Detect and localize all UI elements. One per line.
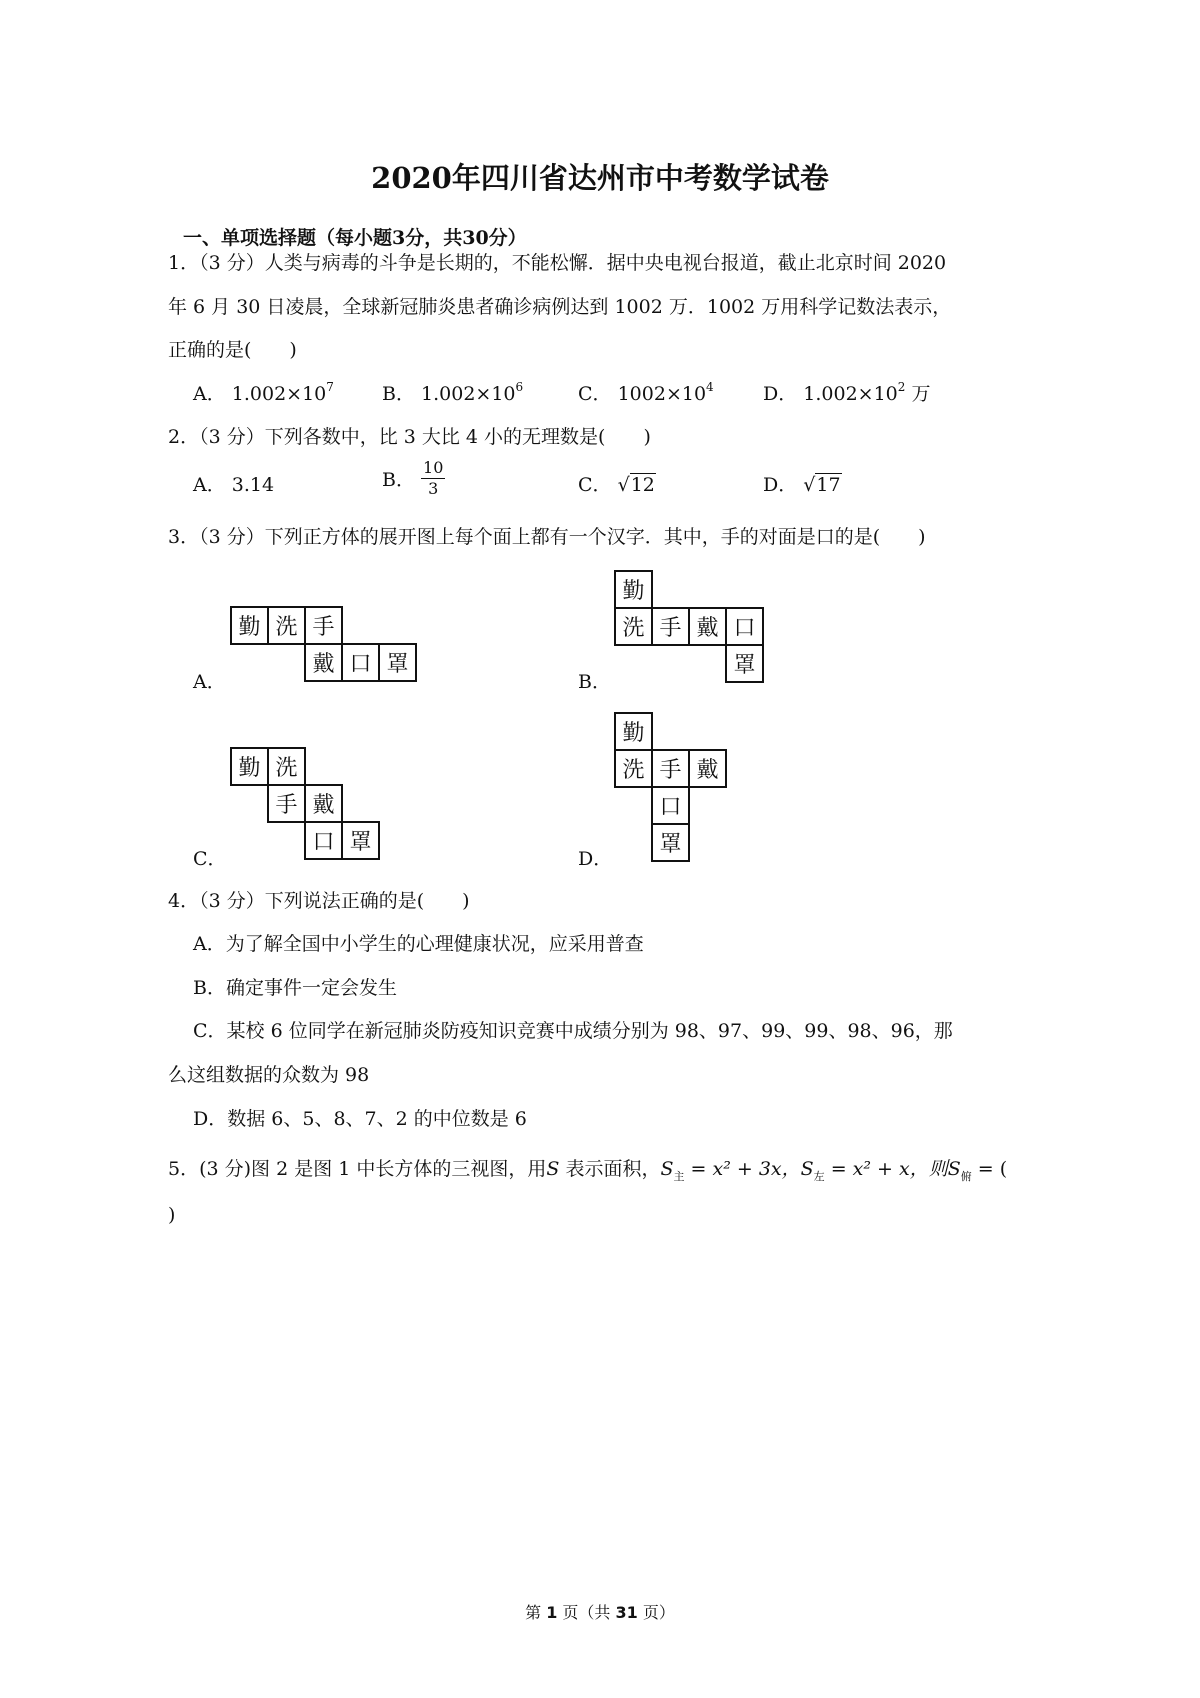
q1-option-a[interactable] bbox=[193, 379, 334, 406]
option-value: 1.002×10 bbox=[421, 383, 516, 405]
option-letter: A． bbox=[193, 383, 226, 405]
q4-option-b[interactable]: B．确定事件一定会发生 bbox=[193, 977, 397, 999]
radicand: 12 bbox=[630, 474, 655, 496]
q3-option-b-label[interactable]: B． bbox=[578, 671, 611, 693]
q4-option-c[interactable]: C．某校 6 位同学在新冠肺炎防疫知识竞赛中成绩分别为 98、97、99、99、98、96，那 bbox=[193, 1020, 953, 1042]
footer-text: 页（共 bbox=[557, 1603, 616, 1622]
q1-line-3: 正确的是( ) bbox=[168, 339, 297, 361]
q2-option-a[interactable] bbox=[193, 470, 274, 497]
net-cell: 戴 bbox=[304, 643, 343, 682]
option-letter: D． bbox=[763, 474, 798, 496]
q2-option-c[interactable] bbox=[578, 470, 656, 497]
option-exponent: 6 bbox=[515, 380, 524, 394]
option-exponent: 2 bbox=[897, 380, 906, 394]
q2-option-b[interactable] bbox=[382, 458, 445, 499]
net-cell: 洗 bbox=[614, 607, 653, 646]
q5-text: 表示面积， bbox=[559, 1158, 661, 1180]
net-cell: 手 bbox=[651, 607, 690, 646]
fraction bbox=[421, 458, 445, 499]
q5-line-1 bbox=[168, 1154, 1007, 1181]
option-value: 1.002×10 bbox=[231, 383, 327, 405]
net-cell: 罩 bbox=[341, 821, 380, 860]
q1-line-1: 1．（3 分）人类与病毒的斗争是长期的，不能松懈．据中央电视台报道，截止北京时间 2020 bbox=[168, 252, 947, 274]
q4-option-c-cont: 么这组数据的众数为 98 bbox=[168, 1064, 370, 1086]
q4-option-d[interactable]: D．数据 6、5、8、7、2 的中位数是 6 bbox=[193, 1108, 527, 1130]
subscript: 俯 bbox=[960, 1170, 972, 1183]
fraction-numerator: 10 bbox=[423, 458, 444, 477]
q2-option-d[interactable] bbox=[763, 470, 842, 497]
net-cell: 勤 bbox=[614, 570, 653, 609]
q1-line-2: 年 6 月 30 日凌晨，全球新冠肺炎患者确诊病例达到 1002 万．1002 万用科学记数法表示， bbox=[168, 296, 952, 318]
q3-option-a-label[interactable]: A． bbox=[193, 671, 226, 693]
option-letter: D． bbox=[763, 383, 798, 405]
net-cell: 口 bbox=[651, 786, 690, 825]
page-total: 31 bbox=[615, 1603, 638, 1622]
subscript: 左 bbox=[813, 1170, 825, 1183]
cube-net-d bbox=[614, 712, 726, 862]
net-cell: 罩 bbox=[651, 823, 690, 862]
cube-net-a bbox=[230, 606, 416, 684]
q5-line-2: ) bbox=[168, 1204, 176, 1226]
variable-s: S bbox=[800, 1158, 814, 1180]
net-cell: 手 bbox=[267, 784, 306, 823]
q3-line-1: 3．（3 分）下列正方体的展开图上每个面上都有一个汉字．其中，手的对面是口的是( ) bbox=[168, 526, 926, 548]
net-cell: 手 bbox=[651, 749, 690, 788]
q5-expression: = x² + x，则 bbox=[824, 1158, 948, 1180]
net-cell: 洗 bbox=[614, 749, 653, 788]
net-cell: 戴 bbox=[688, 607, 727, 646]
page-title: 2020年四川省达州市中考数学试卷 bbox=[371, 161, 829, 195]
q3-option-d-label[interactable]: D． bbox=[578, 848, 613, 870]
q1-option-b[interactable] bbox=[382, 379, 523, 406]
footer-text: 第 bbox=[525, 1603, 547, 1622]
option-value: 1002×10 bbox=[617, 383, 707, 405]
square-root bbox=[618, 474, 656, 496]
option-letter: C． bbox=[578, 474, 612, 496]
net-cell: 戴 bbox=[688, 749, 727, 788]
page-footer bbox=[0, 1600, 1200, 1623]
option-suffix: 万 bbox=[905, 383, 931, 405]
q5-text: 5．(3 分)图 2 是图 1 中长方体的三视图，用 bbox=[168, 1158, 547, 1180]
net-cell: 手 bbox=[304, 606, 343, 645]
radical-sign-icon: √ bbox=[803, 474, 816, 496]
cube-net-b bbox=[614, 570, 763, 683]
radicand: 17 bbox=[816, 474, 841, 496]
option-exponent: 7 bbox=[326, 380, 334, 394]
option-letter: B． bbox=[382, 383, 415, 405]
option-letter: C． bbox=[578, 383, 612, 405]
q5-text: = ( bbox=[971, 1158, 1008, 1180]
net-cell: 洗 bbox=[267, 606, 306, 645]
q2-line-1: 2．（3 分）下列各数中，比 3 大比 4 小的无理数是( ) bbox=[168, 426, 651, 448]
net-cell: 罩 bbox=[725, 644, 764, 683]
net-cell: 勤 bbox=[230, 747, 269, 786]
net-cell: 口 bbox=[341, 643, 380, 682]
q4-option-a[interactable]: A．为了解全国中小学生的心理健康状况，应采用普查 bbox=[193, 933, 644, 955]
variable-s: S bbox=[947, 1158, 961, 1180]
q5-expression: = x² + 3x， bbox=[684, 1158, 801, 1180]
q1-option-d[interactable] bbox=[763, 379, 930, 406]
subscript: 主 bbox=[673, 1170, 685, 1183]
option-exponent: 4 bbox=[706, 380, 714, 394]
option-value: 1.002×10 bbox=[803, 383, 898, 405]
net-cell: 口 bbox=[304, 821, 343, 860]
net-cell: 勤 bbox=[614, 712, 653, 751]
net-cell: 口 bbox=[725, 607, 764, 646]
q4-line-1: 4．（3 分）下列说法正确的是( ) bbox=[168, 890, 470, 912]
q1-option-c[interactable] bbox=[578, 379, 714, 406]
square-root bbox=[803, 474, 841, 496]
fraction-denominator: 3 bbox=[428, 479, 439, 498]
net-cell: 戴 bbox=[304, 784, 343, 823]
net-cell: 罩 bbox=[378, 643, 417, 682]
net-cell: 洗 bbox=[267, 747, 306, 786]
variable-s: S bbox=[660, 1158, 674, 1180]
variable-s: S bbox=[546, 1158, 560, 1180]
radical-sign-icon: √ bbox=[617, 474, 630, 496]
option-letter: B． bbox=[382, 469, 415, 491]
q3-option-c-label[interactable]: C． bbox=[193, 848, 227, 870]
option-value: 3.14 bbox=[231, 474, 275, 496]
net-cell: 勤 bbox=[230, 606, 269, 645]
cube-net-c bbox=[230, 747, 379, 860]
option-letter: A． bbox=[193, 474, 226, 496]
section-heading: 一、单项选择题（每小题3分，共30分） bbox=[183, 227, 527, 249]
footer-text: 页） bbox=[637, 1603, 675, 1622]
page-number: 1 bbox=[546, 1603, 558, 1622]
